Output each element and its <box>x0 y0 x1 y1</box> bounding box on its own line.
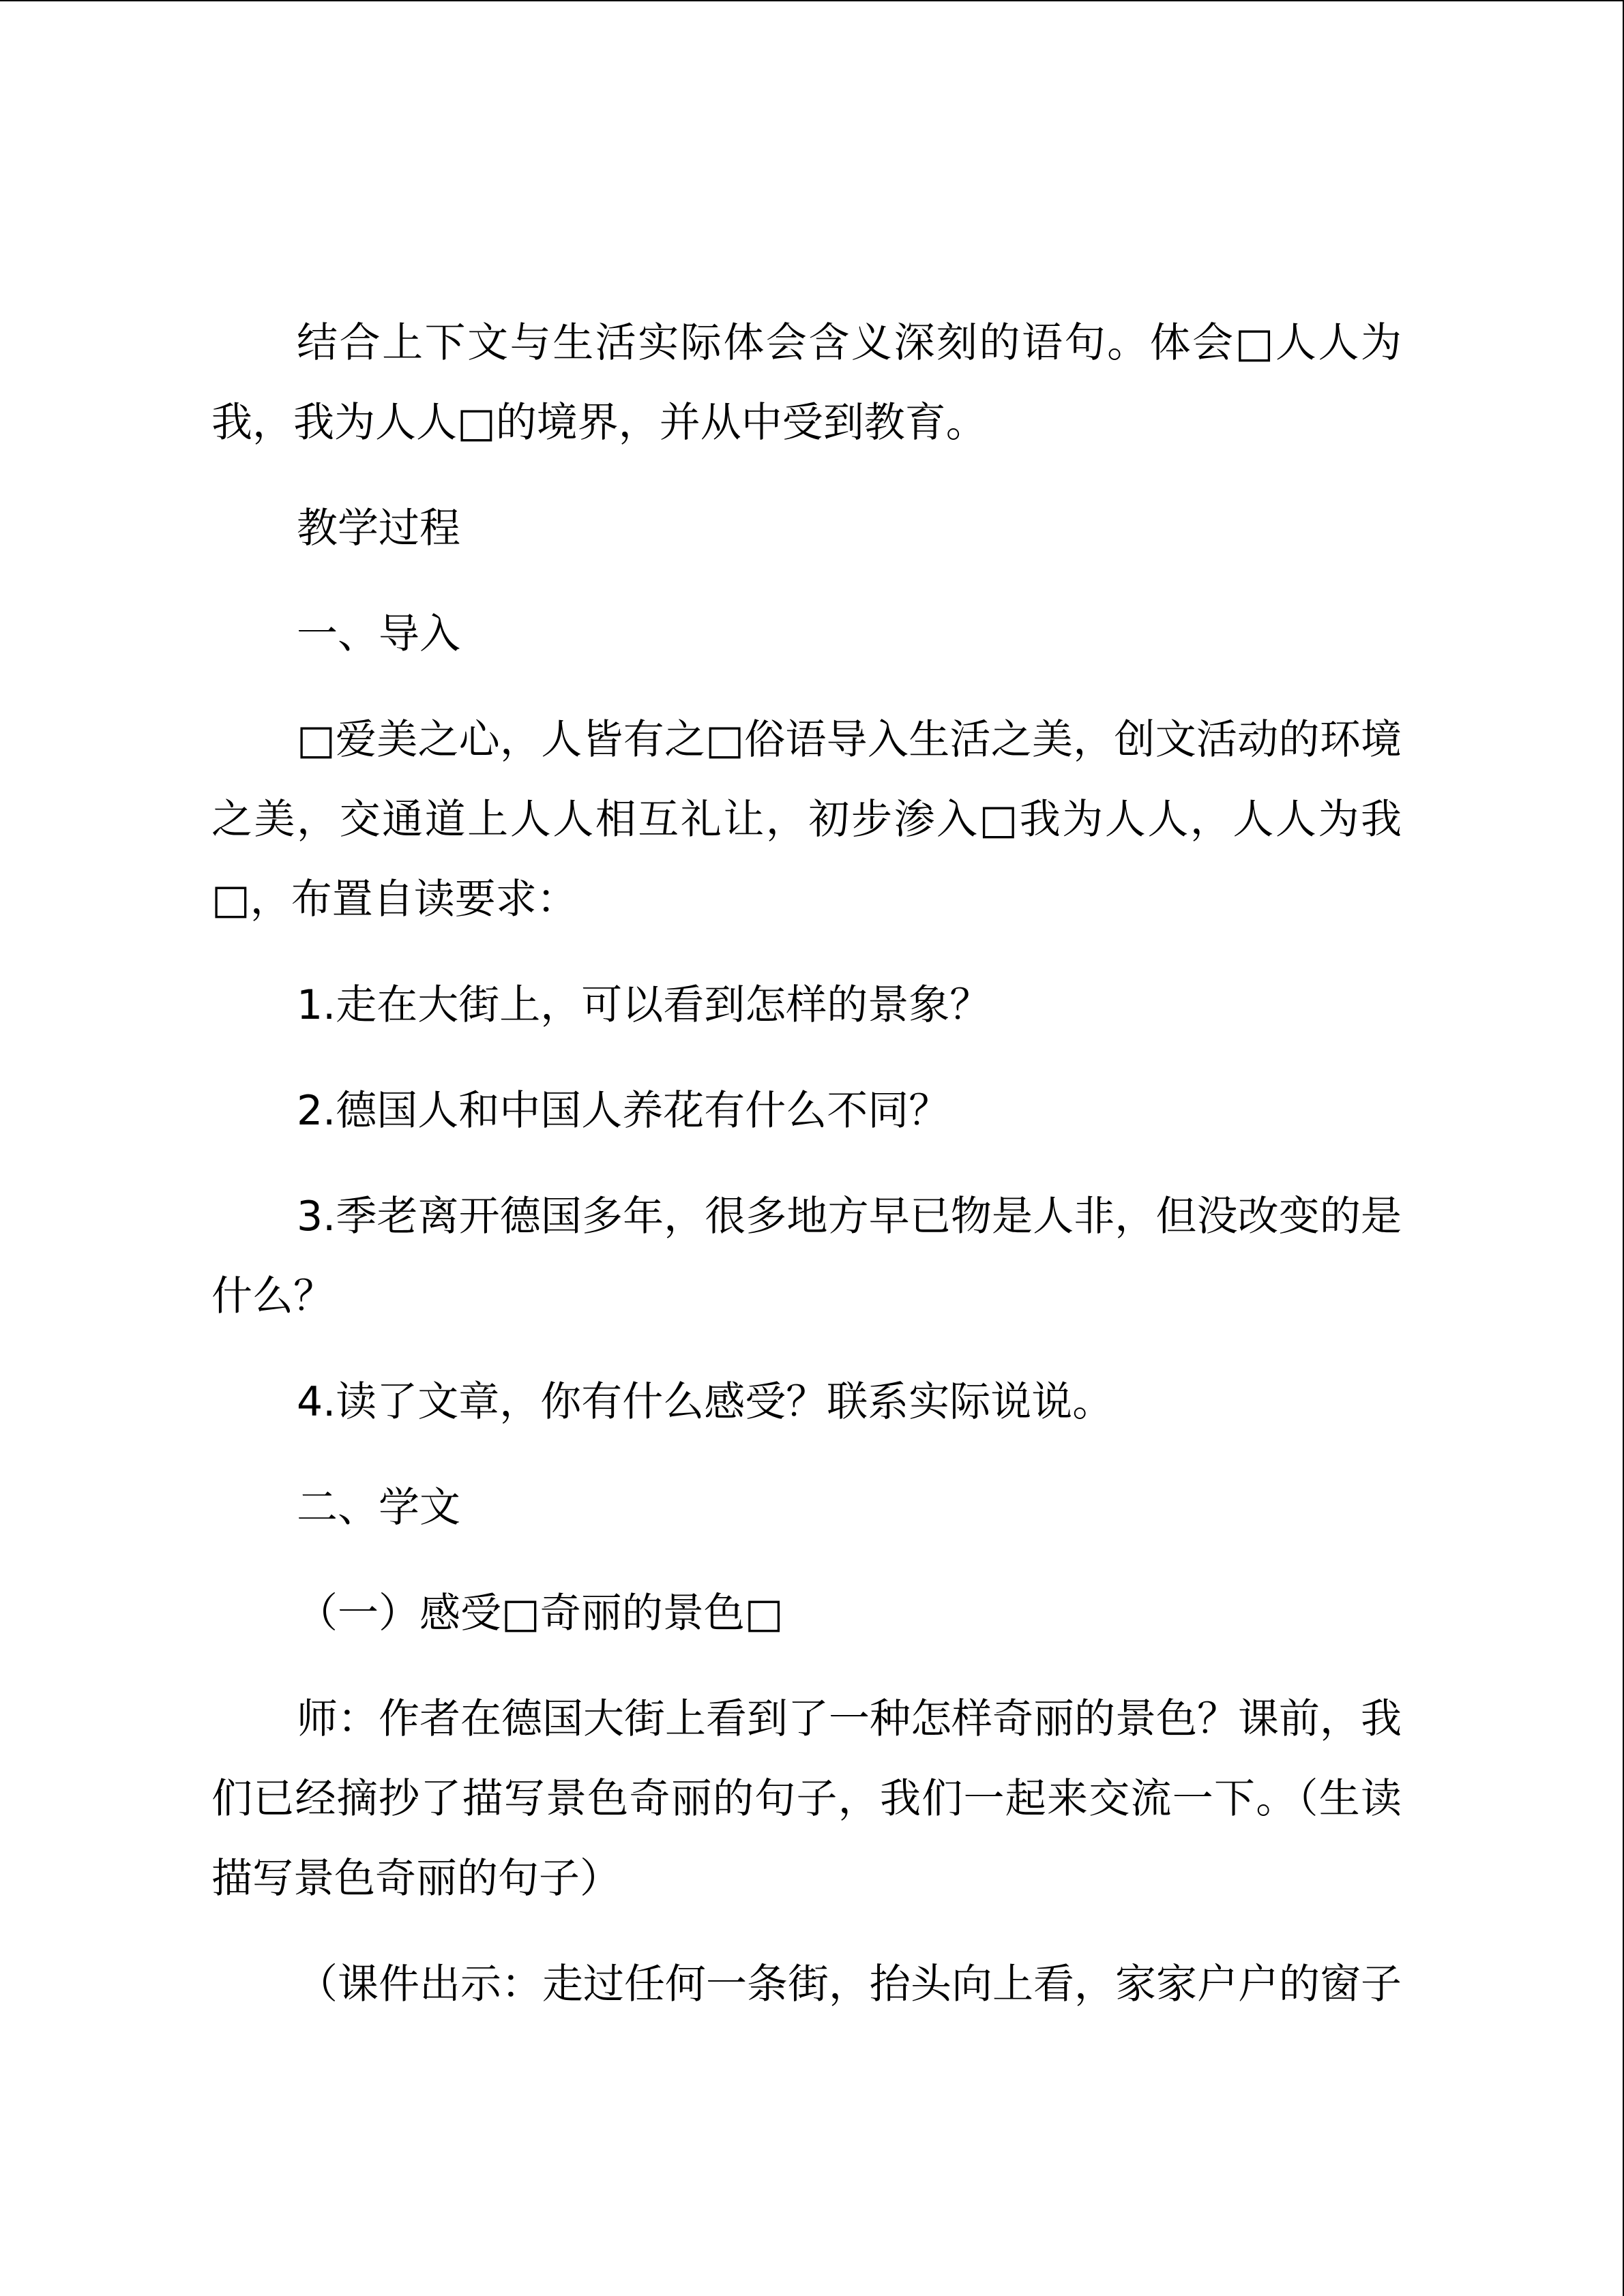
question-1: 1.走在大街上，可以看到怎样的景象？ <box>297 981 991 1029</box>
question-3: 3.季老离开德国多年，很多地方早已物是人非，但没改变的是什么？ <box>211 1193 1402 1320</box>
paragraph-objective: 结合上下文与生活实际体会含义深刻的语句。体会□人人为我，我为人人□的境界，并从中受到教育。 <box>211 319 1402 447</box>
question-4: 4.读了文章，你有什么感受？联系实际说说。 <box>297 1378 1114 1426</box>
paragraph-teacher-question: 师：作者在德国大街上看到了一种怎样奇丽的景色？课前，我们已经摘抄了描写景色奇丽的句子，我们一起来交流一下。（生读描写景色奇丽的句子） <box>211 1695 1402 1903</box>
subheading-scenery: （一）感受□奇丽的景色□ <box>297 1590 784 1637</box>
heading-study-text: 二、学文 <box>297 1484 460 1532</box>
question-2: 2.德国人和中国人养花有什么不同？ <box>297 1087 950 1135</box>
heading-teaching-process: 教学过程 <box>297 505 460 552</box>
paragraph-introduction: □爱美之心，人皆有之□俗语导入生活之美，创文活动的环境之美，交通道上人人相互礼让，初步渗入□我为人人，人人为我□，布置自读要求： <box>211 716 1402 923</box>
document-body <box>211 303 1402 2051</box>
heading-introduction: 一、导入 <box>297 610 460 658</box>
paragraph-courseware: （课件出示：走过任何一条街，抬头向上看，家家户户的窗子 <box>297 1960 1402 2008</box>
